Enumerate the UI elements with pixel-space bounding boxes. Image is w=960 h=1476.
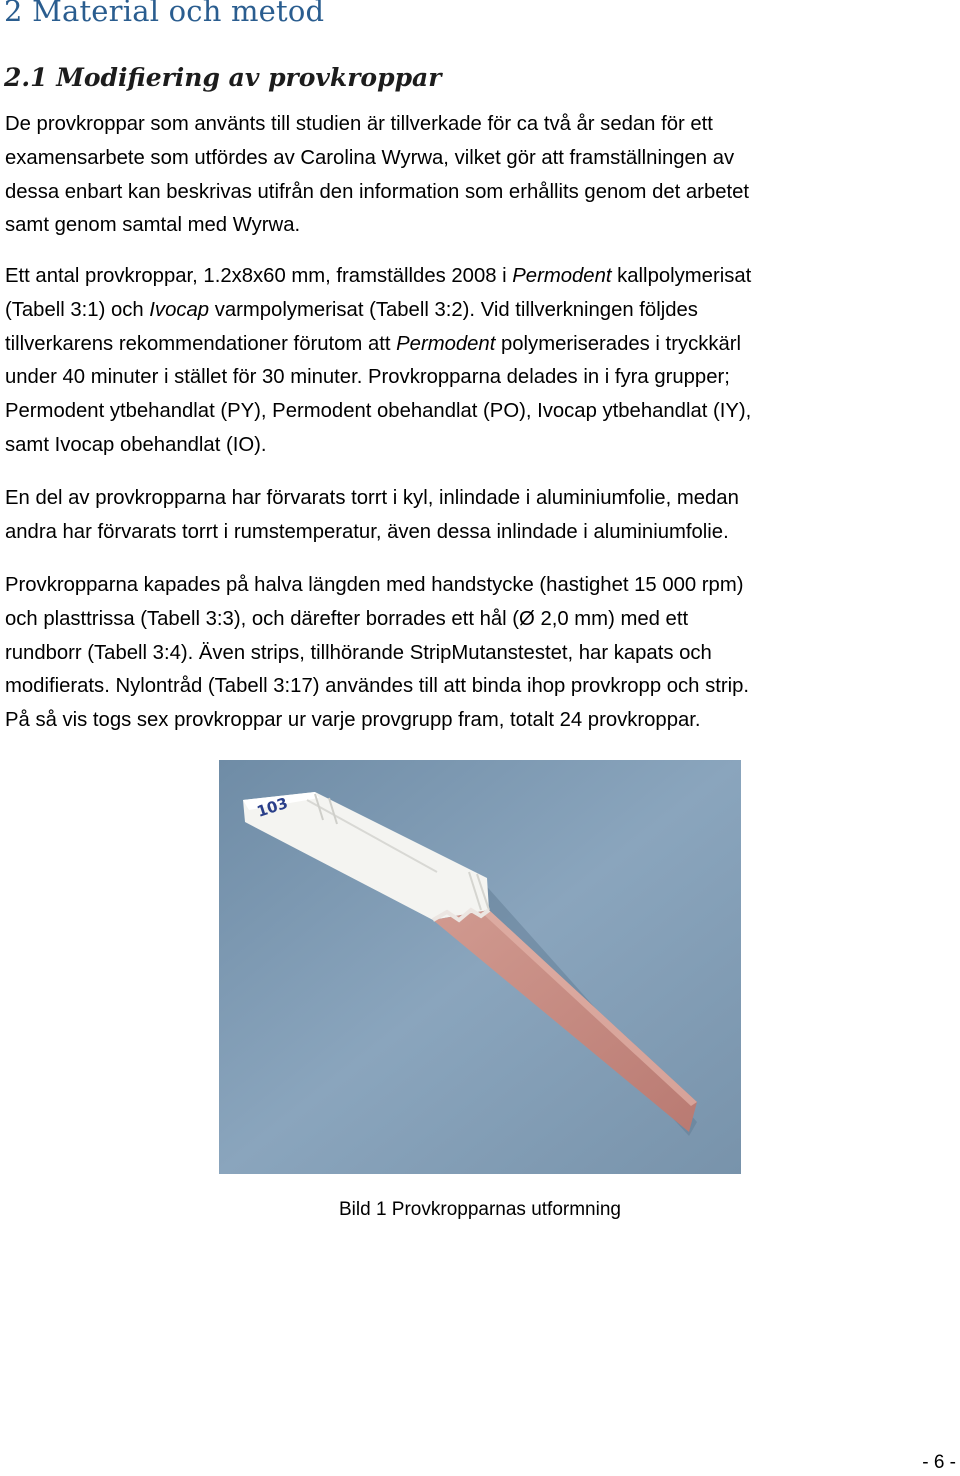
text-line: tillverkarens rekommendationer förutom att Permodent polymeriserades i tryckkärl [5, 332, 742, 355]
section-heading: 2 Material och metod [4, 0, 325, 28]
page-number: - 6 - [922, 1452, 956, 1473]
text-line: examensarbete som utfördes av Carolina Wyrwa, vilket gör att framställningen av [5, 146, 735, 169]
text-line: (Tabell 3:1) och Ivocap varmpolymerisat (Tabell 3:2). Vid tillverkningen följdes [5, 298, 698, 321]
paragraph-intro [5, 108, 945, 243]
text-line: En del av provkropparna har förvarats torrt i kyl, inlindade i aluminiumfolie, medan [5, 487, 739, 509]
text-line: dessa enbart kan beskrivas utifrån den information som erhållits genom det arbetet [5, 180, 750, 203]
text-line: under 40 minuter i stället för 30 minuter. Provkropparna delades in i fyra grupper; [5, 366, 730, 389]
text-line: andra har förvarats torrt i rumstemperatur, även dessa inlindade i aluminiumfolie. [5, 520, 729, 543]
paragraph-specimens [5, 260, 945, 463]
text-line: Permodent ytbehandlat (PY), Permodent obehandlat (PO), Ivocap ytbehandlat (IY), [5, 400, 752, 423]
product-name-permodent: Permodent [396, 332, 496, 355]
text-line: Ett antal provkroppar, 1.2x8x60 mm, framställdes 2008 i Permodent kallpolymerisat [5, 265, 752, 287]
product-name-ivocap: Ivocap [149, 298, 210, 321]
specimen-photo-graphic [219, 760, 741, 1174]
text-line: De provkroppar som använts till studien är tillverkade för ca två år sedan för ett [5, 113, 713, 135]
subsection-heading: 2.1 Modifiering av provkroppar [4, 63, 442, 92]
product-name-permodent: Permodent [512, 265, 612, 287]
text-line: På så vis togs sex provkroppar ur varje provgrupp fram, totalt 24 provkroppar. [5, 709, 701, 732]
text-line: rundborr (Tabell 3:4). Även strips, tillhörande StripMutanstestet, har kapats och [5, 641, 712, 664]
paragraph-cutting [5, 569, 945, 738]
figure-caption: Bild 1 Provkropparnas utformning [339, 1199, 621, 1220]
text-line: samt genom samtal med Wyrwa. [5, 214, 301, 237]
text-line: modifierats. Nylontråd (Tabell 3:17) användes till att binda ihop provkropp och strip. [5, 675, 750, 698]
text-line: Provkropparna kapades på halva längden med handstycke (hastighet 15 000 rpm) [5, 574, 744, 596]
specimen-label: 103 [254, 794, 291, 821]
text-line: och plasttrissa (Tabell 3:3), och därefter borrades ett hål (Ø 2,0 mm) med ett [5, 607, 689, 630]
specimen-photo [219, 760, 741, 1174]
paragraph-storage [5, 482, 945, 550]
text-line: samt Ivocap obehandlat (IO). [5, 433, 267, 456]
